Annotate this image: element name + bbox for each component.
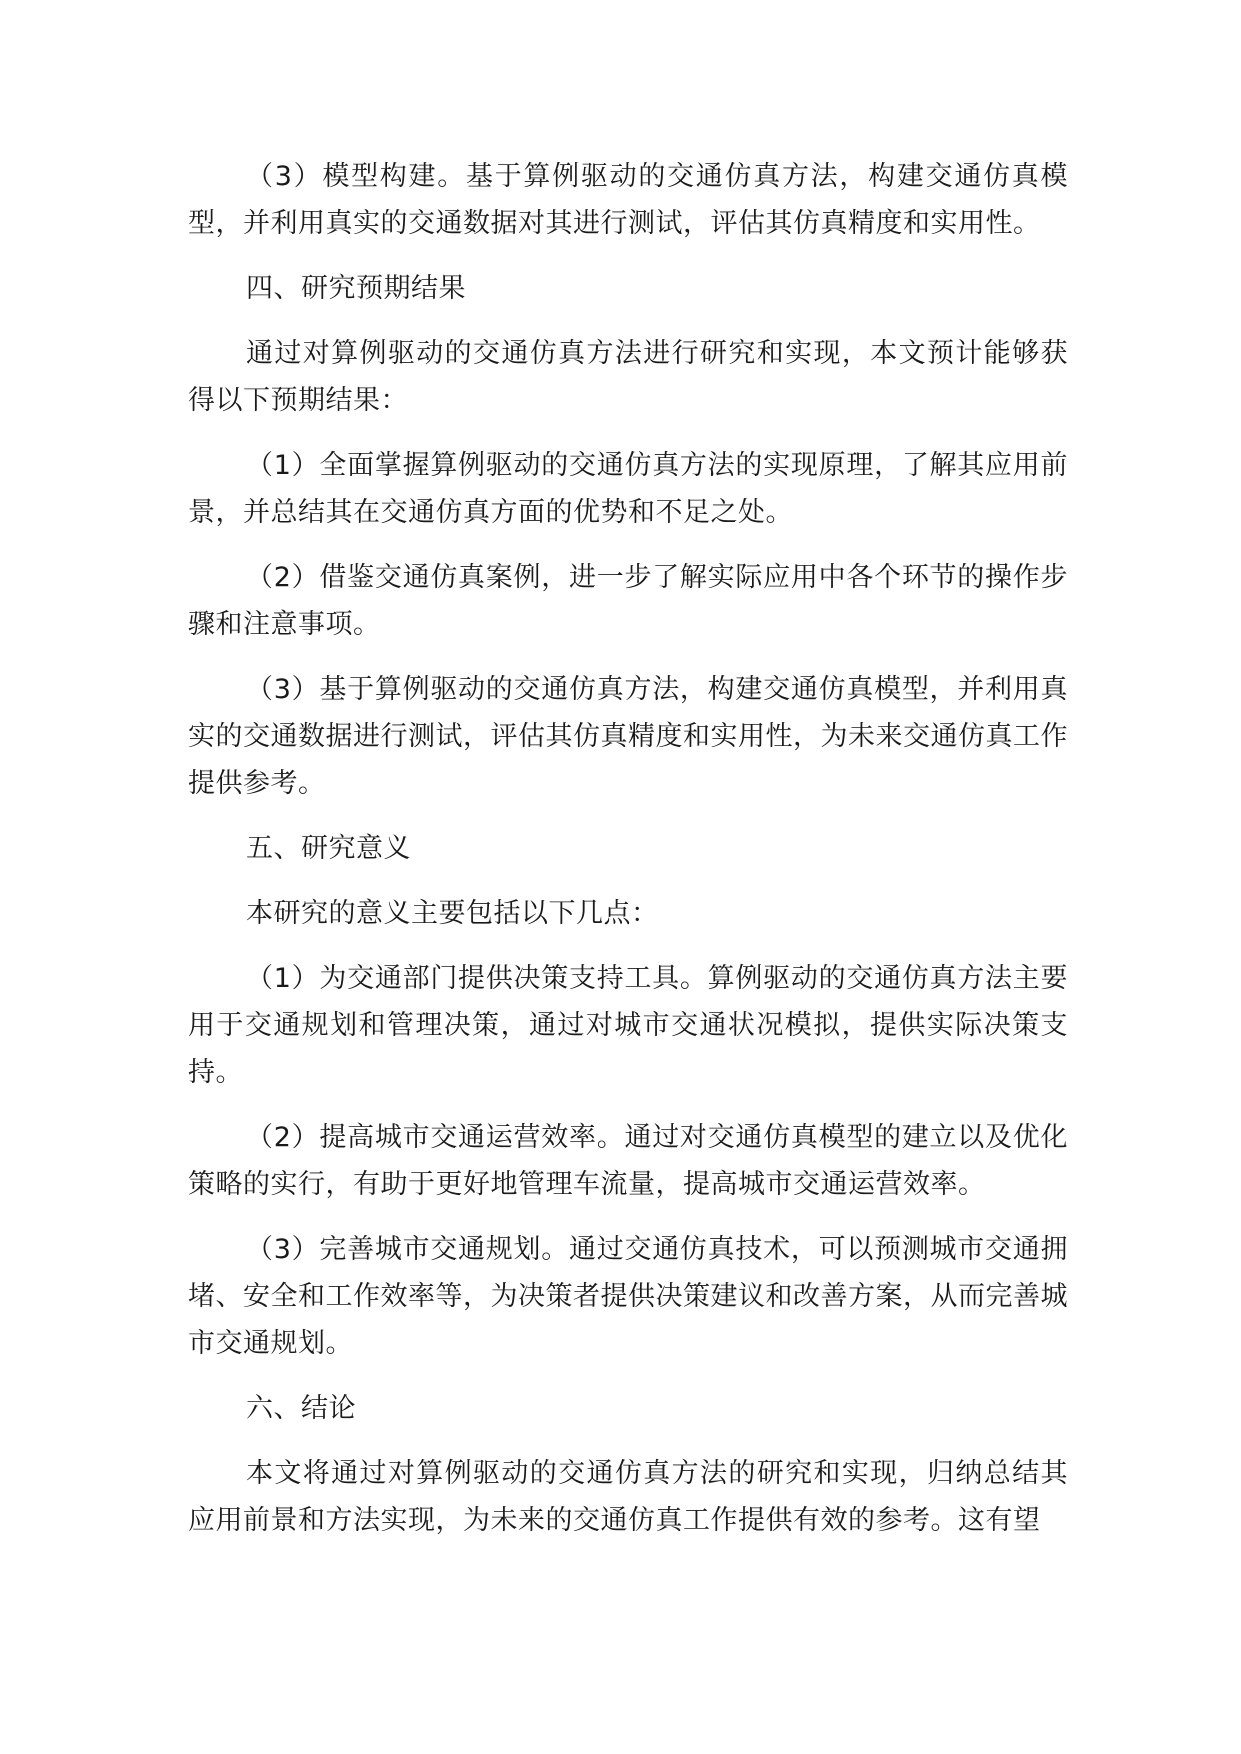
paragraph-expected-result-2: （2）借鉴交通仿真案例，进一步了解实际应用中各个环节的操作步骤和注意事项。	[188, 562, 1068, 640]
paragraph-expected-result-1: （1）全面掌握算例驱动的交通仿真方法的实现原理，了解其应用前景，并总结其在交通仿真方面的优势和不足之处。	[188, 450, 1068, 528]
section-heading-conclusion: 六、结论	[246, 1393, 356, 1424]
paragraph-significance-1: （1）为交通部门提供决策支持工具。算例驱动的交通仿真方法主要用于交通规划和管理决策，通过对城市交通状况模拟，提供实际决策支持。	[188, 963, 1068, 1088]
section-heading-expected-results: 四、研究预期结果	[246, 273, 466, 304]
paragraph-conclusion: 本文将通过对算例驱动的交通仿真方法的研究和实现，归纳总结其应用前景和方法实现，为未来的交通仿真工作提供有效的参考。这有望	[188, 1458, 1068, 1536]
paragraph-significance-3: （3）完善城市交通规划。通过交通仿真技术，可以预测城市交通拥堵、安全和工作效率等，为决策者提供决策建议和改善方案，从而完善城市交通规划。	[188, 1234, 1068, 1359]
paragraph-expected-results-intro: 通过对算例驱动的交通仿真方法进行研究和实现，本文预计能够获得以下预期结果：	[188, 338, 1068, 416]
paragraph-significance-2: （2）提高城市交通运营效率。通过对交通仿真模型的建立以及优化策略的实行，有助于更好地管理车流量，提高城市交通运营效率。	[188, 1122, 1068, 1200]
paragraph-significance-intro: 本研究的意义主要包括以下几点：	[246, 898, 659, 929]
paragraph-expected-result-3: （3）基于算例驱动的交通仿真方法，构建交通仿真模型，并利用真实的交通数据进行测试，评估其仿真精度和实用性，为未来交通仿真工作提供参考。	[188, 674, 1068, 799]
paragraph-model-building: （3）模型构建。基于算例驱动的交通仿真方法，构建交通仿真模型，并利用真实的交通数据对其进行测试，评估其仿真精度和实用性。	[188, 161, 1068, 239]
document-body	[188, 153, 1068, 1562]
section-heading-significance: 五、研究意义	[246, 833, 411, 864]
